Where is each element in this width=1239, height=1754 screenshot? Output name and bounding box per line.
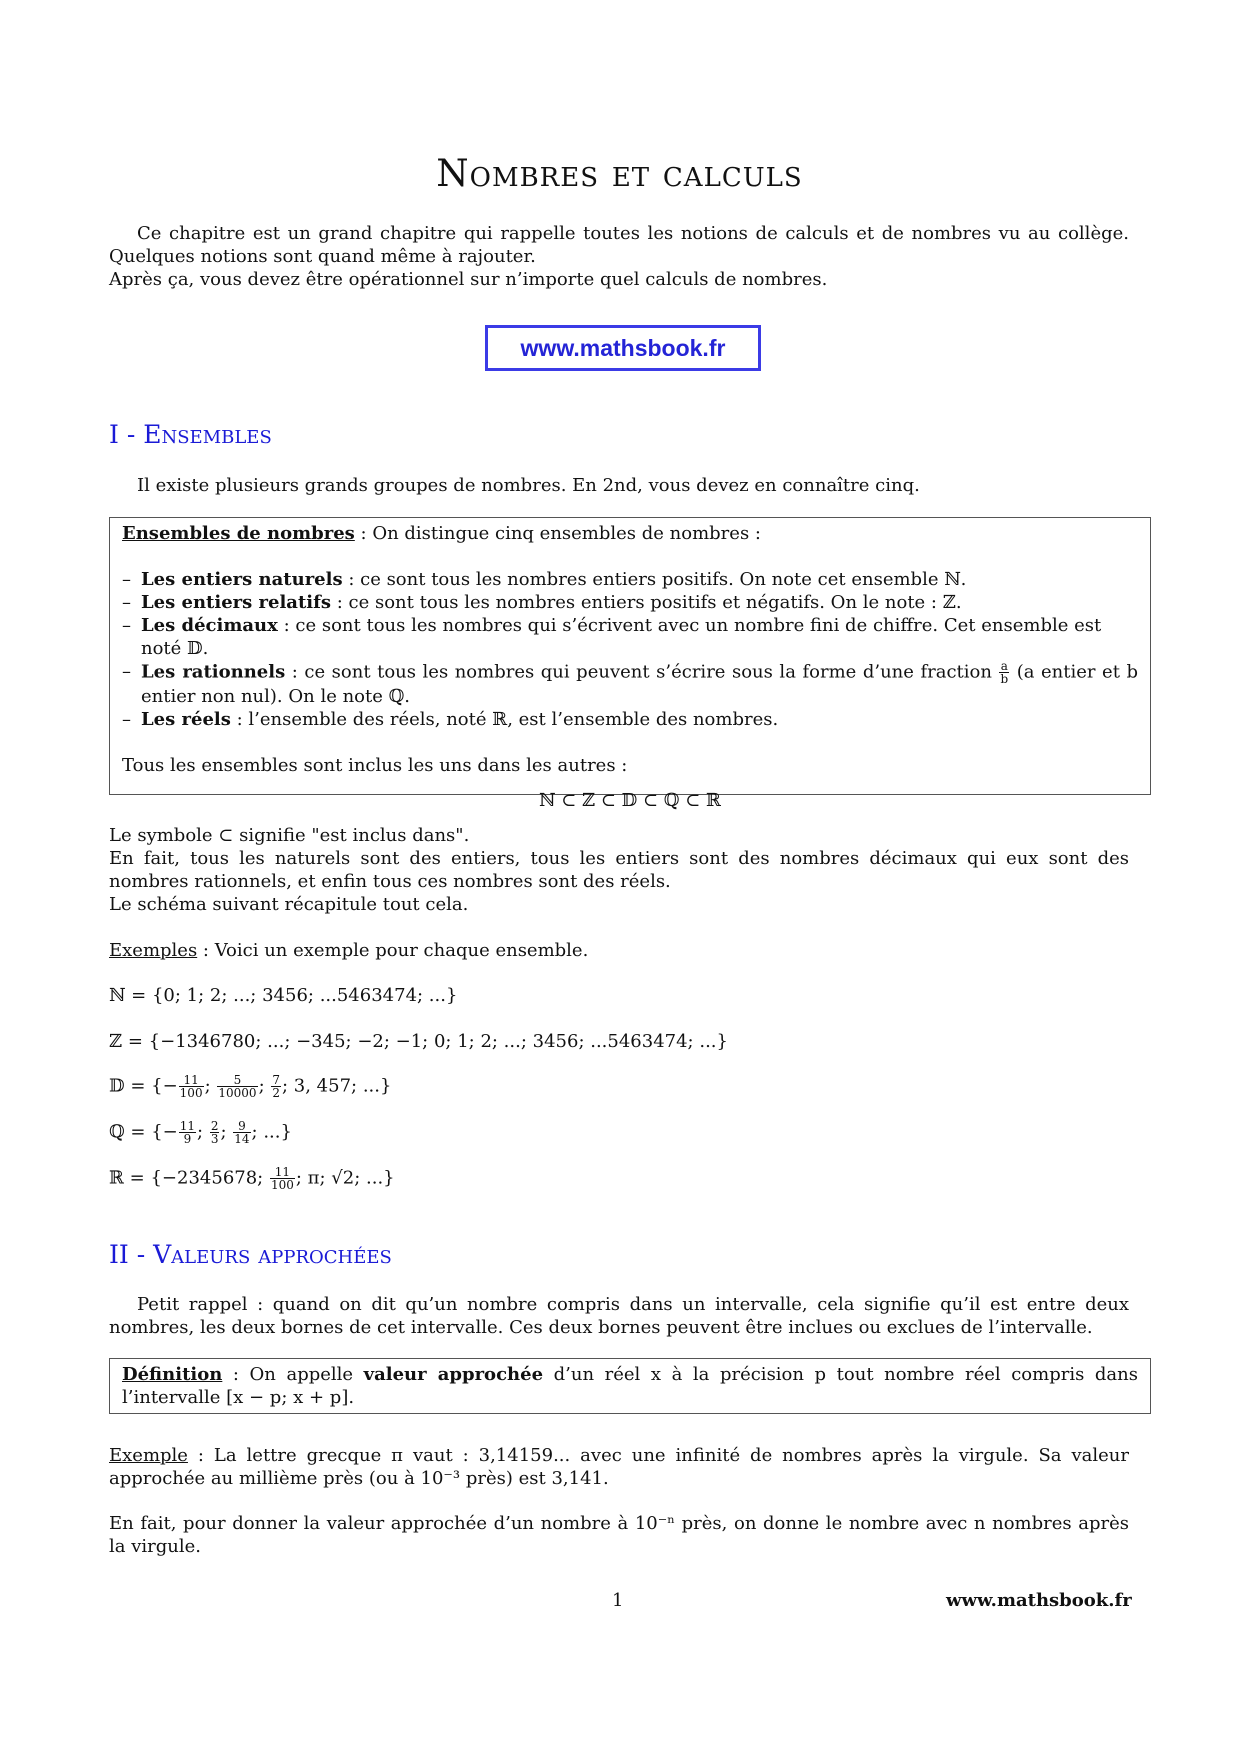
- list-item-naturels: [122, 568, 1138, 591]
- section-2-number: II -: [109, 1240, 154, 1269]
- frac-numerator: 11: [179, 1119, 196, 1133]
- final-text: En fait, pour donner la valeur approchée d’un nombre à 10⁻ⁿ près, on donne le nombre avec n nombres après la virgule.: [109, 1513, 1129, 1557]
- section-2-intro-text: Petit rappel : quand on dit qu’un nombre compris dans un intervalle, cela signifie qu’il est entre deux nombres, les deux bornes de cet intervalle. Ces deux bornes peuvent être inclues ou exclues de l’intervalle.: [109, 1294, 1129, 1338]
- term-reels: Les réels: [141, 709, 231, 730]
- section-1-intro: [109, 474, 1129, 497]
- section-1-intro-text: Il existe plusieurs grands groupes de nombres. En 2nd, vous devez en connaître cinq.: [137, 475, 920, 496]
- example-D: [109, 1074, 391, 1099]
- list-item-rationnels: [122, 660, 1138, 708]
- list-item-relatifs: [122, 591, 1138, 614]
- intro-paragraph: [109, 222, 1129, 291]
- separator: ;: [197, 1121, 209, 1143]
- desc-reels: : l’ensemble des réels, noté ℝ, est l’ensemble des nombres.: [230, 709, 779, 730]
- definition-heading: Définition: [122, 1364, 223, 1385]
- frac-denominator: 14: [234, 1132, 250, 1146]
- term-decimaux: Les décimaux: [141, 615, 278, 636]
- examples-label-rest: : Voici un exemple pour chaque ensemble.: [197, 940, 589, 961]
- frac-numerator: 2: [210, 1119, 219, 1133]
- frac-denominator: b: [1000, 672, 1009, 686]
- example-N: [109, 985, 457, 1006]
- example-R-post: ; π; √2; ...}: [295, 1167, 395, 1189]
- list-item-reels: [122, 708, 1138, 731]
- fraction: [270, 1166, 295, 1191]
- section-2-intro: [109, 1293, 1129, 1339]
- frac-denominator: 10000: [218, 1086, 257, 1100]
- footer-url-link[interactable]: www.mathsbook.fr: [946, 1590, 1132, 1611]
- example-Z-text: ℤ = {−1346780; ...; −345; −2; −1; 0; 1; 2; ...; 3456; ...5463474; ...}: [109, 1031, 728, 1052]
- example-pi-label: Exemple: [109, 1445, 188, 1466]
- example-Q-pre: ℚ = {−: [109, 1121, 178, 1143]
- fraction: [233, 1120, 250, 1145]
- example-pi-text: : La lettre grecque π vaut : 3,14159... avec une infinité de nombres après la virgule. Sa valeur approchée au millième près (ou à 10⁻³ près) est 3,141.: [109, 1445, 1129, 1489]
- examples-label: Exemples: [109, 940, 198, 961]
- example-D-pre: 𝔻 = {−: [109, 1075, 178, 1097]
- section-1-heading: [109, 420, 272, 449]
- frac-denominator: 100: [270, 1178, 294, 1192]
- sets-definition-box: [109, 517, 1151, 811]
- fraction: [217, 1074, 257, 1099]
- fraction: [179, 1074, 204, 1099]
- sets-box-heading-rest: : On distingue cinq ensembles de nombres :: [354, 523, 761, 544]
- fraction: [210, 1120, 220, 1145]
- sets-box-heading: Ensembles de nombres: [122, 523, 355, 544]
- example-Q-post: ; ...}: [251, 1121, 292, 1143]
- section-2-first-letter: V: [153, 1240, 172, 1269]
- example-Q: [109, 1120, 292, 1145]
- definition-box: [109, 1358, 1151, 1414]
- frac-denominator: 100: [179, 1086, 203, 1100]
- inclusion-meaning: Le symbole ⊂ signifie "est inclus dans".: [109, 825, 470, 846]
- frac-numerator: 11: [270, 1166, 295, 1179]
- section-1-number: I -: [109, 420, 144, 449]
- separator: ;: [220, 1121, 233, 1143]
- frac-numerator: 11: [179, 1074, 204, 1087]
- frac-denominator: 2: [272, 1086, 280, 1100]
- intro-line-2: Après ça, vous devez être opérationnel sur n’importe quel calculs de nombres.: [109, 269, 828, 290]
- frac-numerator: a: [1000, 659, 1008, 673]
- page-title: [0, 152, 1239, 195]
- example-R-pre: ℝ = {−2345678;: [109, 1167, 269, 1189]
- schema-note: Le schéma suivant récapitule tout cela.: [109, 894, 469, 915]
- example-Z: [109, 1031, 728, 1052]
- desc-rationnels-a: : ce sont tous les nombres qui peuvent s’écrire sous la forme d’une fraction: [285, 661, 999, 683]
- example-D-post: ; 3, 457; ...}: [282, 1075, 392, 1097]
- section-1-first-letter: E: [143, 420, 162, 449]
- frac-denominator: 9: [183, 1132, 192, 1146]
- fraction: [271, 1074, 281, 1099]
- frac-numerator: 5: [217, 1074, 257, 1087]
- separator: ;: [258, 1075, 271, 1097]
- example-R: [109, 1166, 395, 1191]
- desc-rationnels-b: (a entier et b entier non nul). On le note ℚ.: [141, 661, 1138, 707]
- term-relatifs: Les entiers relatifs: [141, 592, 332, 613]
- inclusion-text: Tous les ensembles sont inclus les uns dans les autres :: [122, 755, 628, 776]
- after-sets-paragraph: [109, 824, 1129, 916]
- mathsbook-logo-link[interactable]: www.mathsbook.fr: [485, 325, 761, 371]
- term-rationnels: Les rationnels: [141, 661, 286, 683]
- intro-line-1: Ce chapitre est un grand chapitre qui rappelle toutes les notions de calculs et de nombres vu au collège. Quelques notions sont quand même à rajouter.: [109, 223, 1129, 267]
- definition-term: valeur approchée: [363, 1364, 544, 1385]
- desc-relatifs: : ce sont tous les nombres entiers positifs et négatifs. On le note : ℤ.: [331, 592, 962, 613]
- section-1-title-rest: nsembles: [161, 420, 272, 449]
- section-2-heading: [109, 1240, 392, 1269]
- title-first-letter: N: [436, 152, 470, 195]
- page-number: 1: [612, 1590, 624, 1611]
- sets-list: [122, 568, 1138, 731]
- example-pi: [109, 1444, 1129, 1490]
- title-rest: ombres et calculs: [469, 152, 803, 195]
- desc-decimaux: : ce sont tous les nombres qui s’écrivent avec un nombre fini de chiffre. Cet ensemble est noté 𝔻.: [141, 615, 1102, 659]
- definition-text-1: : On appelle: [222, 1364, 364, 1385]
- inclusion-formula: ℕ ⊂ ℤ ⊂ 𝔻 ⊂ ℚ ⊂ ℝ: [539, 790, 721, 811]
- frac-denominator: 3: [210, 1132, 219, 1146]
- list-item-decimaux: [122, 614, 1138, 660]
- final-paragraph: [109, 1512, 1129, 1558]
- frac-numerator: 7: [272, 1073, 280, 1087]
- desc-naturels: : ce sont tous les nombres entiers positifs. On note cet ensemble ℕ.: [342, 569, 967, 590]
- examples-intro: [109, 939, 1129, 962]
- term-naturels: Les entiers naturels: [141, 569, 343, 590]
- fraction: [179, 1120, 196, 1145]
- frac-numerator: 9: [233, 1120, 250, 1133]
- inclusion-explanation: En fait, tous les naturels sont des entiers, tous les entiers sont des nombres décimaux qui eux sont des nombres rationnels, et enfin tous ces nombres sont des réels.: [109, 848, 1129, 892]
- example-N-text: ℕ = {0; 1; 2; ...; 3456; ...5463474; ...}: [109, 985, 458, 1006]
- definition-text-2: d’un réel x à la précision p tout nombre réel compris dans l’intervalle [x − p; x + p].: [122, 1364, 1138, 1408]
- section-2-title-rest: aleurs approchées: [171, 1240, 392, 1269]
- fraction-a-over-b: [999, 660, 1009, 685]
- separator: ;: [204, 1075, 217, 1097]
